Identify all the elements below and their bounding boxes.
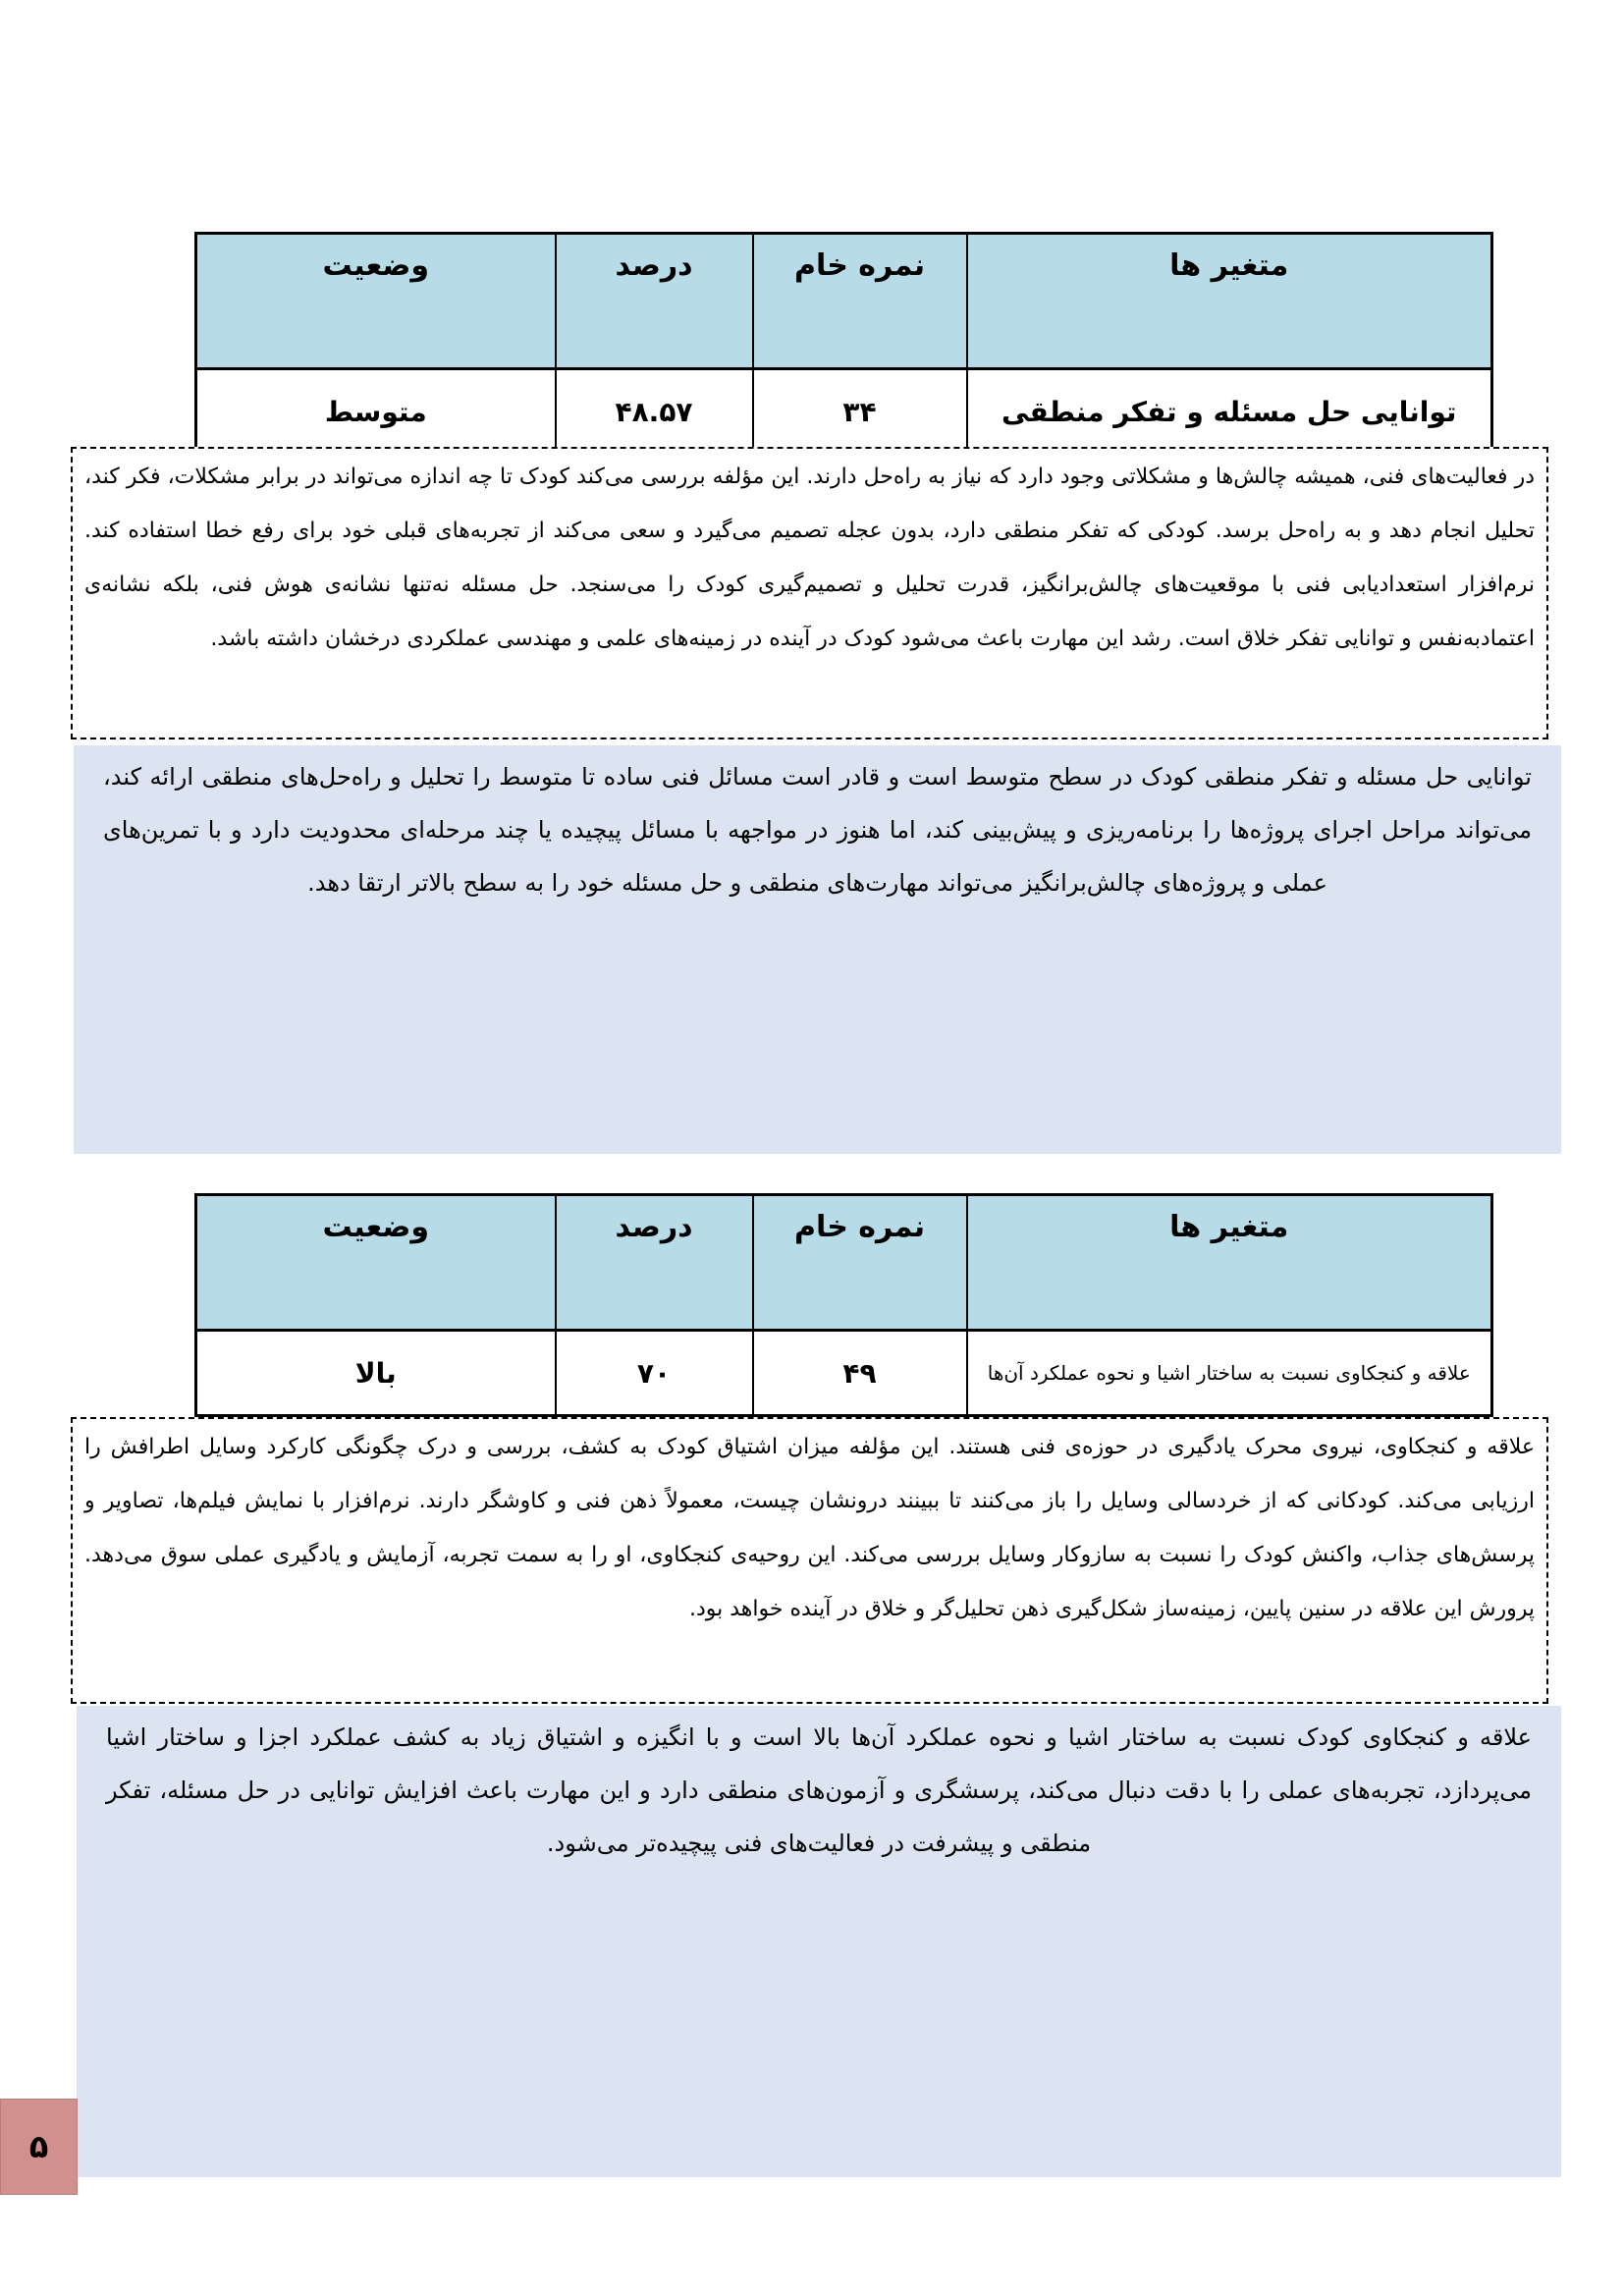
percent-cell: ۷۰: [556, 1331, 753, 1416]
raw-score-header: نمره خام: [753, 1195, 967, 1331]
page-number: ۵: [28, 2128, 49, 2165]
percent-header: درصد: [556, 234, 753, 369]
description-block-1: در فعالیت‌های فنی، همیشه چالش‌ها و مشکلاتی وجود دارد که نیاز به راه‌حل دارند. این مؤلفه بررسی می‌کند کودک تا چه اندازه می‌تواند در برابر مشکلات، فکر کند، تحلیل انجام دهد و به راه‌حل برسد. کودکی که تفکر منطقی دارد، بدون عجله تصمیم می‌گیرد و سعی می‌کند از تجربه‌های قبلی خود برای رفع خطا استفاده کند. نرم‌افزار استعدادیابی فنی با موقعیت‌های چالش‌برانگیز، قدرت تحلیل و تصمیم‌گیری کودک را می‌سنجد. حل مسئله نه‌تنها نشانه‌ی هوش فنی، بلکه نشانه‌ی اعتمادبه‌نفس و توانایی تفکر خلاق است. رشد این مهارت باعث می‌شود کودک در آینده در زمینه‌های علمی و مهندسی عملکردی درخشان داشته باشد.: [71, 447, 1548, 739]
variables-header: متغیر ها: [967, 1195, 1492, 1331]
status-cell: بالا: [196, 1331, 556, 1416]
scores-table-1: [194, 232, 1493, 456]
percent-header: درصد: [556, 1195, 753, 1331]
raw-score-cell: ۴۹: [753, 1331, 967, 1416]
description-block-2: علاقه و کنجکاوی، نیروی محرک یادگیری در حوزه‌ی فنی هستند. این مؤلفه میزان اشتیاق کودک به کشف، بررسی و درک چگونگی کارکرد وسایل اطرافش را ارزیابی می‌کند. کودکانی که از خردسالی وسایل را باز می‌کنند تا ببینند درونشان چیست، معمولاً ذهن فنی و کاوشگر دارند. نرم‌افزار با نمایش فیلم‌ها، تصاویر و پرسش‌های جذاب، واکنش کودک را نسبت به سازوکار وسایل بررسی می‌کند. این روحیه‌ی کنجکاوی، او را به سمت تجربه، آزمایش و یادگیری عملی سوق می‌دهد. پرورش این علاقه در سنین پایین، زمینه‌ساز شکل‌گیری ذهن تحلیل‌گر و خلاق در آینده خواهد بود.: [71, 1417, 1548, 1704]
result-block-1: توانایی حل مسئله و تفکر منطقی کودک در سطح متوسط است و قادر است مسائل فنی ساده تا متوسط را تحلیل و راه‌حل‌های منطقی ارائه کند، می‌تواند مراحل اجرای پروژه‌ها را برنامه‌ریزی و پیش‌بینی کند، اما هنوز در مواجهه با مسائل پیچیده یا چند مرحله‌ای محدودیت دارد و با تمرین‌های عملی و پروژه‌های چالش‌برانگیز می‌تواند مهارت‌های منطقی و حل مسئله خود را به سطح بالاتر ارتقا دهد.: [74, 745, 1561, 1154]
table-row: [196, 1331, 1492, 1416]
scores-table-2: [194, 1193, 1493, 1417]
variable-cell: علاقه و کنجکاوی نسبت به ساختار اشیا و نحوه عملکرد آن‌ها: [967, 1331, 1492, 1416]
table-header-row: [196, 1195, 1492, 1331]
percent-cell: ۴۸.۵۷: [556, 369, 753, 455]
raw-score-cell: ۳۴: [753, 369, 967, 455]
status-header: وضعیت: [196, 1195, 556, 1331]
status-header: وضعیت: [196, 234, 556, 369]
variable-cell: توانایی حل مسئله و تفکر منطقی: [967, 369, 1492, 455]
table-header-row: [196, 234, 1492, 369]
status-cell: متوسط: [196, 369, 556, 455]
table-row: [196, 369, 1492, 455]
variables-header: متغیر ها: [967, 234, 1492, 369]
raw-score-header: نمره خام: [753, 234, 967, 369]
page-number-badge: [0, 2099, 78, 2195]
result-block-2: علاقه و کنجکاوی کودک نسبت به ساختار اشیا و نحوه عملکرد آن‌ها بالا است و با انگیزه و اشتیاق زیاد به کشف عملکرد اجزا و ساختار اشیا می‌پردازد، تجربه‌های عملی را با دقت دنبال می‌کند، پرسشگری و آزمون‌های منطقی دارد و این مهارت باعث افزایش توانایی در حل مسئله، تفکر منطقی و پیشرفت در فعالیت‌های فنی پیچیده‌تر می‌شود.: [77, 1706, 1561, 2177]
